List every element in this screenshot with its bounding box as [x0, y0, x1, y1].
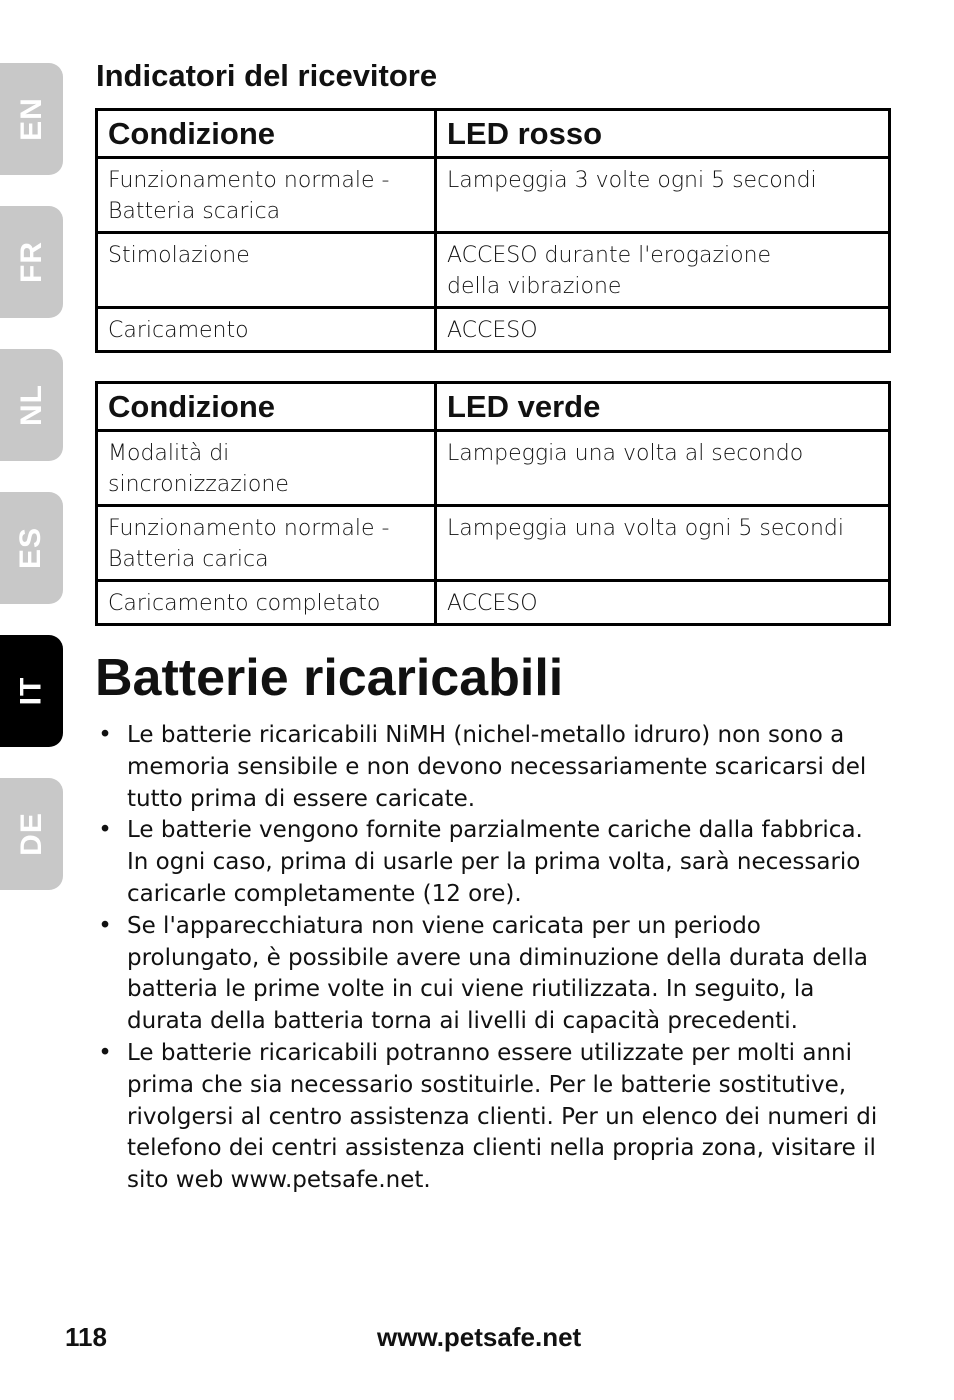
lang-tab-fr[interactable] — [0, 206, 63, 318]
table-header-row — [97, 383, 890, 431]
table-cell: Funzionamento normale - Batteria carica — [97, 506, 436, 581]
table-row — [97, 581, 890, 625]
table-cell: Lampeggia una volta al secondo — [436, 431, 890, 506]
section-title: Batterie ricaricabili — [95, 649, 564, 707]
footer-url[interactable]: www.petsafe.net — [377, 1322, 582, 1352]
table-row — [97, 431, 890, 506]
table-cell: Lampeggia una volta ogni 5 secondi — [436, 506, 890, 581]
lang-tab-label: EN — [14, 97, 48, 141]
list-item-text: Le batterie vengono fornite parzialmente cariche dalla fabbrica. In ogni caso, prima di usarle per la prima volta, sarà necessario caricarle completamente (12 ore). — [127, 817, 863, 907]
list-item-text: Le batterie ricaricabili NiMH (nichel-metallo idruro) non sono a memoria sensibile e non devono necessariamente scaricarsi del tutto prima di essere caricate. — [127, 722, 867, 812]
column-header-led: LED rosso — [436, 110, 890, 158]
bullet-list — [95, 720, 885, 1197]
lang-tab-es[interactable] — [0, 492, 63, 604]
list-item — [95, 1038, 885, 1197]
lang-tab-de[interactable] — [0, 778, 63, 890]
lang-tab-it[interactable] — [0, 635, 63, 747]
table-row — [97, 233, 890, 308]
led-red-table — [95, 108, 891, 353]
lang-tab-label: FR — [14, 241, 48, 283]
lang-tab-label: ES — [14, 526, 48, 570]
table-row — [97, 308, 890, 352]
column-header-condition: Condizione — [97, 110, 436, 158]
table-cell: Modalità di sincronizzazione — [97, 431, 436, 506]
table-cell: ACCESO — [436, 308, 890, 352]
table-cell: ACCESO — [436, 581, 890, 625]
table-cell: Stimolazione — [97, 233, 436, 308]
table-cell: Funzionamento normale - Batteria scarica — [97, 158, 436, 233]
list-item — [95, 815, 885, 910]
lang-tab-en[interactable] — [0, 63, 63, 175]
led-green-table — [95, 381, 891, 626]
bullet-icon: • — [98, 912, 112, 939]
list-item — [95, 720, 885, 815]
list-item-text: Le batterie ricaricabili potranno essere utilizzate per molti anni prima che sia necessario sostituirle. Per le batterie sostitutive, rivolgersi al centro assistenza clienti. Per un elenco dei numeri di telefono dei centri assistenza clienti nella propria zona, visitare il sito web www.petsafe.net. — [127, 1039, 878, 1194]
subtitle: Indicatori del ricevitore — [96, 58, 438, 93]
bullet-icon: • — [98, 817, 112, 844]
column-header-led: LED verde — [436, 383, 890, 431]
list-item — [95, 911, 885, 1038]
table-row — [97, 506, 890, 581]
lang-tab-nl[interactable] — [0, 349, 63, 461]
lang-tab-label: DE — [14, 812, 48, 856]
table-cell: Lampeggia 3 volte ogni 5 secondi — [436, 158, 890, 233]
list-item-text: Se l'apparecchiatura non viene caricata per un periodo prolungato, è possibile avere una diminuzione della durata della batteria le prime volte in cui viene riutilizzata. In seguito, la durata della batteria torna ai livelli di capacità precedenti. — [127, 912, 868, 1035]
table-cell: ACCESO durante l'erogazione della vibrazione — [436, 233, 890, 308]
lang-tab-label: IT — [14, 676, 48, 706]
bullet-icon: • — [98, 1039, 112, 1066]
table-cell: Caricamento completato — [97, 581, 436, 625]
column-header-condition: Condizione — [97, 383, 436, 431]
page-number: 118 — [65, 1322, 107, 1352]
table-row — [97, 158, 890, 233]
lang-tab-label: NL — [14, 384, 48, 426]
bullet-icon: • — [98, 722, 112, 748]
table-header-row — [97, 110, 890, 158]
table-cell: Caricamento — [97, 308, 436, 352]
